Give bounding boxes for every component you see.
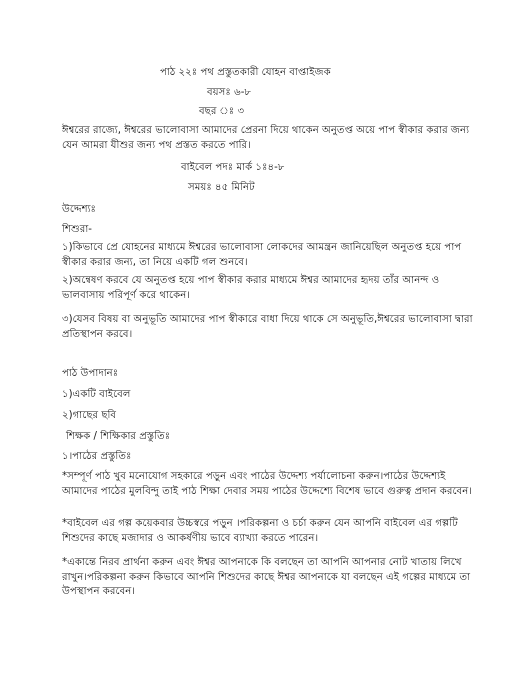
objectives-heading: উদ্দেশ্যঃ [62, 204, 96, 215]
objective-item: ১)কিভাবে প্রে যোহনের মাধ্যমে ঈশ্বরের ভালোবাসা লোকদের আমন্ত্রন জানিয়েছিল অনুতপ্ত হয়ে পাপ স্বীকার করার জন্য, তা নিয়ে একটি গল শুনবে। [62, 242, 462, 268]
teacher-prep-heading: শিক্ষক / শিক্ষিকার প্রস্তুতিঃ [66, 431, 171, 442]
lesson-title: পাঠ ২২ঃ পথ প্রস্তুতকারী যোহন বাপ্তাইজক [160, 67, 331, 78]
prep-item: *বাইবেল এর গল্প কয়েকবার উচ্চস্বরে পড়ুন ।পরিকল্পনা ও চর্চা করুন যেন আপনি বাইবেল এর গল্পটি শিশুদের কাছে মজাদার ও আকর্ষণীয় ভাবে ব্যাখ্যা করতে পারেন। [62, 518, 458, 544]
bible-passage: বাইবেল পদঃ মার্ক ১ঃ৪-৮ [181, 162, 285, 173]
material-item: ১)একটি বাইবেল [62, 389, 131, 400]
prep-item: *সম্পূর্ণ পাঠ খুব মনোযোগ সহকারে পড়ুন এবং পাঠের উদ্দেশ্য পর্যালোচনা করুন।পাঠের উদ্দেশ্যই আমাদের পাঠের মুলবিন্দু তাই পাঠ শিক্ষা দেবার সময় পাঠের উদ্দেশ্যে বিশেষ ভাবে গুরুত্ব প্রদান করবেন। [62, 471, 472, 497]
material-item: ২)গাছের ছবি [62, 410, 117, 421]
year-label: বছর ঃ ৩ [199, 106, 245, 117]
intro-paragraph: ঈশ্বরের রাজ্যে, ঈশ্বরের ভালোবাসা আমাদের প্রেরনা দিয়ে থাকেন অনুতপ্ত অয়ে পাপ স্বীকার করার জন্য যেন আমরা যীশুর জন্য পথ প্রস্তত করতে পারি। [62, 125, 470, 151]
materials-heading: পাঠ উপাদানঃ [62, 368, 119, 379]
lesson-duration: সময়ঃ ৪৫ মিনিট [188, 182, 255, 193]
objective-item: ২)অন্বেষণ করবে যে অনুতপ্ত হয়ে পাপ স্বীকার করার মাধ্যমে ঈশ্বর আমাদের হৃদয় তাঁর আনন্দ ও ভালবাসায় পরিপূর্ণ করে থাকেন। [62, 275, 440, 301]
age-range: বয়সঃ ৬-৮ [207, 87, 251, 98]
objective-item: ৩)যেসব বিষয় বা অনুভূতি আমাদের পাপ স্বীকারে বাধা দিয়ে থাকে সে অনুভূতি,ঈশ্বরের ভালোবাসা দ্বারা প্রতিস্থাপন করবে। [62, 314, 473, 340]
prep-item: *একান্তে নিরব প্রার্থনা করুন এবং ঈশ্বর আপনাকে কি বলছেন তা আপনি আপনার নোট খাতায় লিখে রাখুন।পরিকল্পনা করুন কিভাবে আপনি শিশুদের কাছে ঈশ্বর আপনাকে যা বলছেন এই গল্পের মাধ্যমে তা উপস্থাপন করবেন। [62, 557, 471, 597]
objectives-subheading: শিশুরা- [62, 224, 92, 235]
teacher-prep-subheading: ১।পাঠের প্রস্তুতিঃ [62, 451, 132, 462]
